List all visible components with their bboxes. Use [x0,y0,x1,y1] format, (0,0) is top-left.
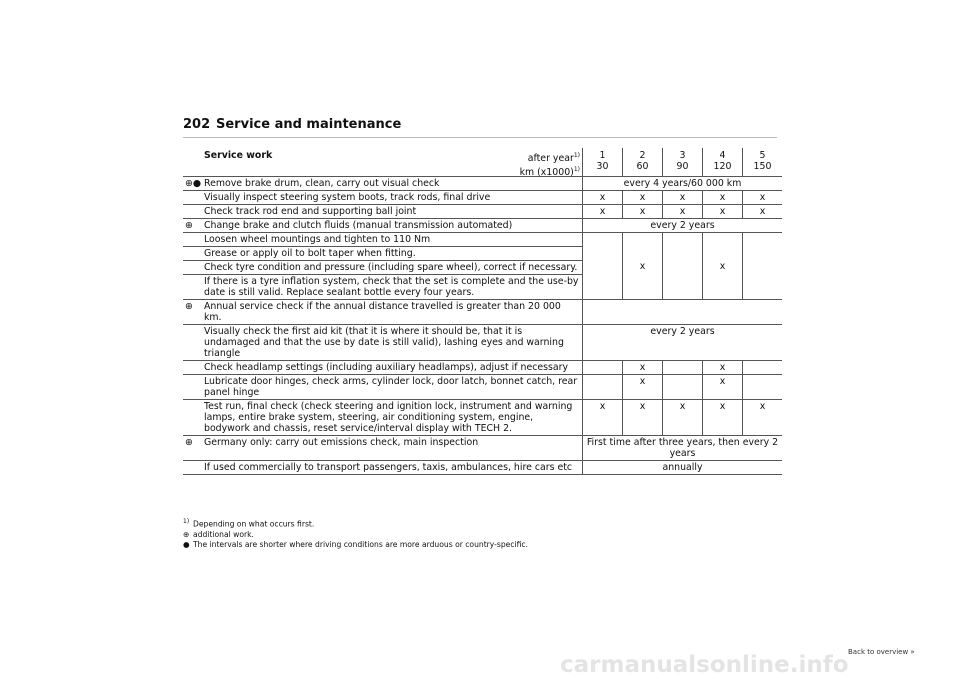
footnote-1: $^{1)}$ Depending on what occurs first. [183,518,315,529]
row-text: Change brake and clutch fluids (manual transmission automated) [204,219,583,233]
page-title: Service and maintenance [216,117,402,132]
row-text: Visually check the first aid kit (that it is where it should be, that it is undamaged and that the use by date is still valid), lashing eyes and warning triangle [204,325,583,361]
row-text: Check track rod end and supporting ball joint [204,205,583,219]
row-interval: every 4 years/60 000 km [583,177,783,191]
header-after-year: after year [527,153,574,165]
row-text: Annual service check if the annual distance travelled is greater than 20 000 km. [204,300,583,325]
row-symbol: ⊕● [183,177,204,191]
table-row: Check track rod end and supporting ball joint x x x x x [183,205,782,219]
wheel-group-col-2: x [623,233,663,300]
table-row: Lubricate door hinges, check arms, cylinder lock, door latch, bonnet catch, rear panel hinge x x [183,375,782,400]
table-row [183,219,782,233]
row-interval: every 2 years [583,219,783,233]
additional-work-icon: ⊕ [183,529,190,539]
table-row [183,436,782,461]
row-text: Remove brake drum, clean, carry out visual check [204,177,583,191]
table-row [183,325,782,361]
table-row: Test run, final check (check steering and ignition lock, instrument and warning lamps, entire brake system, steering, air conditioning system, engine, bodywork and chassis, reset service/interval display with TECH 2. x x x x x [183,400,782,436]
footnotes [183,517,528,550]
row-interval: annually [583,461,783,475]
header-service-work: Service work [204,150,273,161]
header-col-4: 4 120 [703,148,743,177]
row-text: If used commercially to transport passengers, taxis, ambulances, hire cars etc [204,461,583,475]
row-text: Check headlamp settings (including auxiliary headlamps), adjust if necessary [204,361,583,375]
back-to-overview-link[interactable]: Back to overview » [848,648,915,656]
table-row [183,233,782,247]
row-text: Grease or apply oil to bolt taper when fitting. [204,247,583,261]
header-col-5: 5 150 [743,148,783,177]
row-text: Check tyre condition and pressure (including spare wheel), correct if necessary. [204,261,583,275]
row-symbol: ⊕ [183,300,204,325]
header-col-2: 2 60 [623,148,663,177]
watermark: carmanualsonline.info [560,652,849,678]
table-header-row: Service work after year$^{1)}$ km $(x1000)^{1)}$ 1 30 2 60 3 90 4 120 5 150 [183,148,782,177]
bullet-icon: ● [183,539,190,549]
row-interval: every 2 years [583,325,783,361]
row-text: Loosen wheel mountings and tighten to 110 Nm [204,233,583,247]
row-text: Germany only: carry out emissions check, main inspection [204,436,583,461]
wheel-group-col-4: x [703,233,743,300]
service-table [183,148,782,475]
footnote-2: ⊕ additional work. [183,529,254,539]
row-symbol: ⊕ [183,219,204,233]
row-text: Visually inspect steering system boots, track rods, final drive [204,191,583,205]
header-col-3: 3 90 [663,148,703,177]
table-row [183,461,782,475]
page-header [183,115,777,138]
table-row: Visually inspect steering system boots, track rods, final drive x x x x x [183,191,782,205]
row-interval: First time after three years, then every 2 years [583,436,783,461]
header-km: km (x1000) [519,167,574,179]
header-col-1: 1 30 [583,148,623,177]
row-text: If there is a tyre inflation system, check that the set is complete and the use-by date is still valid. Replace sealant bottle every four years. [204,275,583,300]
row-text: Lubricate door hinges, check arms, cylinder lock, door latch, bonnet catch, rear panel hinge [204,375,583,400]
row-text: Test run, final check (check steering and ignition lock, instrument and warning lamps, entire brake system, steering, air conditioning system, engine, bodywork and chassis, reset service/interval display with TECH 2. [204,400,583,436]
page-number: 202 [183,117,211,132]
table-row: Check headlamp settings (including auxiliary headlamps), adjust if necessary x x [183,361,782,375]
table-row [183,300,782,325]
footnote-3: ● The intervals are shorter where driving conditions are more arduous or country-specific. [183,539,529,549]
row-symbol: ⊕ [183,436,204,461]
table-row [183,177,782,191]
